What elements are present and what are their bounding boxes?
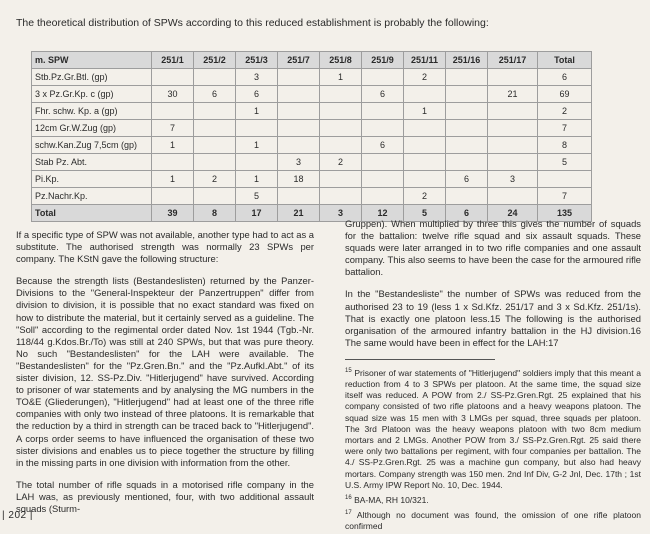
table-cell	[446, 188, 488, 205]
column-header: 251/7	[278, 52, 320, 69]
table-cell: 6	[194, 86, 236, 103]
column-header: 251/17	[488, 52, 538, 69]
column-header: 251/11	[404, 52, 446, 69]
table-cell: 3	[488, 171, 538, 188]
table-cell	[320, 86, 362, 103]
table-cell: 6	[538, 69, 592, 86]
table-cell: 7	[538, 188, 592, 205]
table-cell	[320, 120, 362, 137]
footnote-text: Although no document was found, the omission of one rifle platoon confirmed	[345, 509, 641, 532]
footnote-text: BA-MA, RH 10/321.	[354, 494, 429, 505]
total-cell: 39	[152, 205, 194, 222]
table-row	[32, 188, 592, 205]
table-cell: 5	[538, 154, 592, 171]
table-cell	[446, 137, 488, 154]
total-cell: 21	[278, 205, 320, 222]
table-header-row	[32, 52, 592, 69]
table-cell	[362, 103, 404, 120]
table-cell	[278, 120, 320, 137]
total-cell: 3	[320, 205, 362, 222]
table-row	[32, 69, 592, 86]
table-cell	[446, 154, 488, 171]
table-cell	[362, 188, 404, 205]
table-cell	[236, 120, 278, 137]
intro-text: The theoretical distribution of SPWs according to this reduced establishment is probably the following:	[16, 17, 489, 29]
table-cell	[278, 86, 320, 103]
table-cell	[278, 103, 320, 120]
table-cell	[404, 120, 446, 137]
table-cell: 6	[362, 86, 404, 103]
table-cell	[488, 137, 538, 154]
table-cell	[362, 120, 404, 137]
table-row	[32, 103, 592, 120]
row-label: 3 x Pz.Gr.Kp. c (gp)	[32, 86, 152, 103]
table-cell	[320, 171, 362, 188]
table-cell: 1	[152, 171, 194, 188]
table-cell: 1	[236, 103, 278, 120]
table-cell: 7	[538, 120, 592, 137]
footnote	[345, 508, 641, 532]
table-cell	[362, 171, 404, 188]
table-row	[32, 120, 592, 137]
table-cell	[362, 69, 404, 86]
table-cell	[446, 86, 488, 103]
table-row	[32, 154, 592, 171]
table-cell	[320, 188, 362, 205]
table-cell	[278, 188, 320, 205]
footnote-divider	[345, 359, 495, 360]
row-label: schw.Kan.Zug 7,5cm (gp)	[32, 137, 152, 154]
table-cell	[404, 154, 446, 171]
paragraph: In the "Bestandesliste" the number of SPWs was reduced from the authorised 23 to 19 (less 1 x Sd.Kfz. 251/17 and 3 x Sd.Kfz. 251/1s). That is exactly one platoon less.15 The following is the authorised organisation of the armoured infantry battalion in the HJ division.16 The same would have been in effect for the LAH:17	[345, 288, 641, 348]
table-cell: 8	[538, 137, 592, 154]
table-cell: 7	[152, 120, 194, 137]
table-cell: 2	[404, 188, 446, 205]
table-cell	[488, 188, 538, 205]
table-cell	[488, 154, 538, 171]
table-cell	[446, 69, 488, 86]
footnote-text: Prisoner of war statements of "Hitlerjugend" soldiers imply that this meant a reduction from 4 to 3 SPWs per platoon. At the same time, the squad size itself was reduced. A POW from 2./ SS-Pz.Gren.Rgt. 25 explained that his company consisted of two rifle platoons and a heavy weapons platoon. The squad size was 15 men with 3 LMGs per squad, three squads per platoon. The 3rd Platoon was the heavy weapons platoon with two 8cm medium mortars and 2 LMGs. Another POW from 3./ SS-Pz.Gren.Rgt. 25 said there were only two battalions per regiment, with four companies per battalion. The 4./ SS-Pz.Gren.Rgt. 25 was a machine gun company, but also had heavy mortars. Company strength was 150 men. 2nd Inf Div, G-2 Jnl, Dec. 17th ; 1st U.S. Army IPW Report No. 10, Dec. 1944.	[345, 367, 641, 490]
row-label: Stab Pz. Abt.	[32, 154, 152, 171]
column-header: 251/16	[446, 52, 488, 69]
table-cell	[194, 137, 236, 154]
table-cell	[278, 137, 320, 154]
table-cell: 1	[320, 69, 362, 86]
total-cell: 12	[362, 205, 404, 222]
column-header: 251/9	[362, 52, 404, 69]
table-cell: 1	[152, 137, 194, 154]
table-cell	[152, 154, 194, 171]
page-number: | 202 |	[2, 510, 33, 521]
total-cell: 5	[404, 205, 446, 222]
total-cell: 6	[446, 205, 488, 222]
table-cell	[194, 120, 236, 137]
table-cell: 18	[278, 171, 320, 188]
table-cell: 2	[194, 171, 236, 188]
column-header: Total	[538, 52, 592, 69]
table-cell: 5	[236, 188, 278, 205]
table-row	[32, 86, 592, 103]
footnote	[345, 366, 641, 491]
table-row	[32, 171, 592, 188]
table-cell	[194, 188, 236, 205]
footnote	[345, 493, 641, 506]
left-column	[16, 229, 314, 525]
table-cell: 1	[404, 103, 446, 120]
total-label: Total	[32, 205, 152, 222]
table-cell: 6	[236, 86, 278, 103]
table-cell: 1	[236, 171, 278, 188]
total-cell: 135	[538, 205, 592, 222]
paragraph: Because the strength lists (Bestandeslisten) returned by the Panzer-Divisions to the "General-Inspekteur der Panzertruppen" differ from division to division, it is possible that no exact standard was fixed on how to distribute the material, but it certainly served as a guideline. The "Soll" according to the regimental order dated Nov. 1st 1944 (Tgb.-Nr. 118/44 g.Kdos.Br./To) was still at 240 SPWs, but that was pure theory. No such "Bestandeslisten" for the LAH were available. The "Bestandeslisten" for the "Pz.Gren.Bn." and the "Pz.Aufkl.Abt." of its sister division, 12. SS-Pz.Div. "Hitlerjugend" have survived. According to prisoner of war statements and by analysing the MG numbers in the TO&E (Gliederungen), "Hitlerjugend" had at least one of the three rifle companies with only two instead of three platoons. It is remarkable that the reduction by a third in strength can be traced back to "Hitlerjugend". A corps order seems to have influenced the organisation of these two sister divisions and enables us to piece together the structure by filling in the missing parts in one division with information from the other.	[16, 275, 314, 468]
total-cell: 8	[194, 205, 236, 222]
table-cell	[488, 69, 538, 86]
table-cell: 2	[404, 69, 446, 86]
table-cell	[152, 69, 194, 86]
footnote-number: 15	[345, 367, 352, 374]
table-cell	[446, 120, 488, 137]
table-cell	[404, 171, 446, 188]
table-cell	[538, 171, 592, 188]
table-cell: 6	[362, 137, 404, 154]
table-cell	[152, 188, 194, 205]
table-cell	[194, 69, 236, 86]
row-label: Pz.Nachr.Kp.	[32, 188, 152, 205]
table-cell	[152, 103, 194, 120]
table-cell: 3	[236, 69, 278, 86]
table-cell	[278, 69, 320, 86]
row-label: Pi.Kp.	[32, 171, 152, 188]
table-cell	[488, 103, 538, 120]
table-cell: 6	[446, 171, 488, 188]
row-label: 12cm Gr.W.Zug (gp)	[32, 120, 152, 137]
total-cell: 24	[488, 205, 538, 222]
table-cell	[320, 103, 362, 120]
row-label: Stb.Pz.Gr.Btl. (gp)	[32, 69, 152, 86]
table-cell: 21	[488, 86, 538, 103]
table-cell	[362, 154, 404, 171]
table-cell	[194, 103, 236, 120]
paragraph: The total number of rifle squads in a motorised rifle company in the LAH was, as previously mentioned, four, with two additional assault squads (Sturm-	[16, 478, 314, 514]
right-column	[345, 218, 641, 534]
spw-distribution-table	[31, 51, 592, 222]
table-cell: 30	[152, 86, 194, 103]
footnote-number: 17	[345, 510, 352, 517]
column-header: 251/8	[320, 52, 362, 69]
column-header: 251/1	[152, 52, 194, 69]
table-cell: 2	[538, 103, 592, 120]
table-cell	[404, 86, 446, 103]
table-cell: 69	[538, 86, 592, 103]
paragraph: Gruppen). When multiplied by three this gives the number of squads for the battalion: twelve rifle squad and six assault squads. These squads were later arranged in to two rifle companies and one assault company. This also seems to have been the case for the armoured rifle battalion.	[345, 218, 641, 278]
table-cell	[194, 154, 236, 171]
table-cell	[320, 137, 362, 154]
table-cell: 2	[320, 154, 362, 171]
table-row	[32, 137, 592, 154]
table-cell: 3	[278, 154, 320, 171]
table-cell	[488, 120, 538, 137]
total-cell: 17	[236, 205, 278, 222]
paragraph: If a specific type of SPW was not available, another type had to act as a substitute. The authorised strength was normally 23 SPWs per company. The KStN gave the following structure:	[16, 229, 314, 265]
table-cell	[236, 154, 278, 171]
footnote-number: 16	[345, 495, 352, 501]
column-header-unit: m. SPW	[32, 52, 152, 69]
table-cell	[404, 137, 446, 154]
table-cell	[446, 103, 488, 120]
table-cell: 1	[236, 137, 278, 154]
row-label: Fhr. schw. Kp. a (gp)	[32, 103, 152, 120]
column-header: 251/3	[236, 52, 278, 69]
column-header: 251/2	[194, 52, 236, 69]
